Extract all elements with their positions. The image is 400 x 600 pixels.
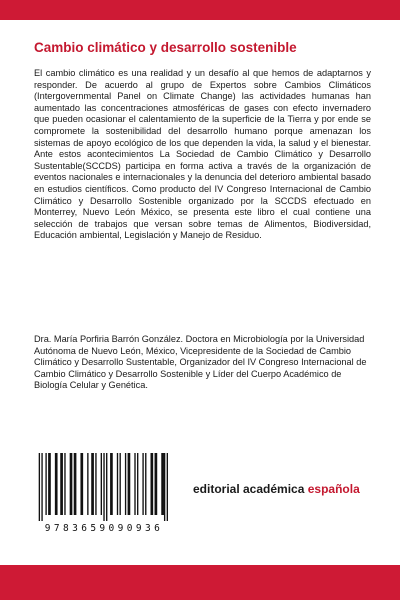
barcode-bar (39, 453, 40, 521)
isbn-digits: 9783659090936 (44, 523, 164, 534)
barcode-bar (167, 453, 168, 521)
barcode-bar (145, 453, 146, 515)
barcode-bar (137, 453, 138, 515)
publisher-name-accent: española (307, 482, 360, 496)
barcode-bar (64, 453, 65, 515)
barcode-bar (95, 453, 96, 515)
barcode-bar (60, 453, 63, 515)
barcode-bar (103, 453, 104, 521)
barcode-bar (41, 453, 42, 521)
barcode-bar (70, 453, 73, 515)
barcode-bar (117, 453, 118, 515)
barcode-bar (48, 453, 51, 515)
publisher-logo (193, 482, 393, 496)
publisher-name: editorial académica (193, 482, 308, 496)
barcode-bar (101, 453, 102, 515)
author-bio: Dra. María Porfiria Barrón González. Doctora en Microbiología por la Universidad Autónoma de Nuevo León, México, Vicepresidente de la Sociedad de Cambio Climático y Desarrollo Sustentable, Organizador del IV Congreso Internacional de Cambio Climático y Desarrollo Sostenible y Líder del Cuerpo Académico de Biología Celular y Genética. (34, 334, 367, 391)
barcode-bar (120, 453, 121, 515)
barcode-bar (87, 453, 88, 515)
barcode-bar (74, 453, 77, 515)
barcode-bar (164, 453, 165, 521)
top-color-band (0, 0, 400, 20)
barcode-bar (125, 453, 126, 515)
barcode-bar (128, 453, 131, 515)
barcode-bar (110, 453, 113, 515)
barcode-bar (106, 453, 107, 521)
bottom-color-band (0, 565, 400, 600)
barcode-bar (134, 453, 135, 515)
barcode-bar (142, 453, 143, 515)
barcode-bar (45, 453, 46, 515)
barcode-bar (91, 453, 94, 515)
book-description: El cambio climático es una realidad y un desafío al que hemos de adaptarnos y responder. De acuerdo al grupo de Expertos sobre Cambios Climáticos (Intergovernmental Panel on Climate Change) las actividades humanas han aumentado las concentraciones atmosféricas de gases con efecto invernadero que pueden ocasionar el calentamiento de la superficie de la Tierra y por ende se compromete la sostenibilidad del desarrollo humano porque amenazan los sistemas de apoyo ecológico de los que dependen la vida, la salud y el bienestar. Ante estos acontecimientos La Sociedad de Cambio Climático y Desarrollo Sustentable(SCCDS) participa en forma activa a través de la organización de eventos nacionales e internacionales y la denuncia del deterioro ambiental basado en estudios científicos. Como producto del IV Congreso Internacional de Cambio Climático y Desarrollo Sostenible organizado por la SCCDS efectuado en Monterrey, Nuevo León México, se presenta este libro el cual contiene una selección de trabajos que versan sobre temas de Alimentos, Biodiversidad, Educación ambiental, Legislación y Manejo de Residuo. (34, 68, 371, 241)
barcode-bars (36, 453, 172, 521)
book-title: Cambio climático y desarrollo sostenible (34, 40, 297, 55)
barcode-bar (55, 453, 58, 515)
barcode-bar (161, 453, 164, 515)
barcode-bar (150, 453, 153, 515)
barcode-bar (80, 453, 83, 515)
isbn-barcode (30, 449, 178, 545)
barcode-bar (155, 453, 158, 515)
